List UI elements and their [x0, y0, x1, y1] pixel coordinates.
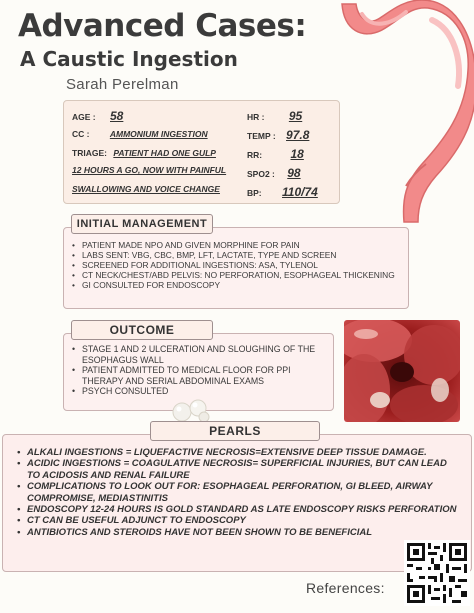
- age-value: 58: [110, 109, 124, 123]
- list-item: • ACIDIC INGESTIONS = COAGULATIVE NECROSIS= SUPERFICIAL INJURIES, BUT CAN LEAD TO ACIDOSIS AND RENAL FAILURE: [17, 458, 461, 481]
- pearls-panel: [2, 434, 472, 572]
- spo2-value: 98: [287, 166, 301, 180]
- list-item: • SCREENED FOR ADDITIONAL INGESTIONS: ASA, TYLENOL: [72, 260, 400, 270]
- pearls-heading: PEARLS: [150, 421, 320, 441]
- temp-value: 97.8: [286, 128, 310, 142]
- list-item: • LABS SENT: VBG, CBC, BMP, LFT, LACTATE, TYPE AND SCREEN: [72, 250, 400, 260]
- list-item: • CT CAN BE USEFUL ADJUNCT TO ENDOSCOPY: [17, 515, 461, 526]
- references-label: References:: [306, 580, 385, 596]
- hr-label: HR :: [247, 112, 265, 122]
- outcome-heading: OUTCOME: [71, 320, 213, 340]
- cc-label: CC :: [72, 129, 90, 139]
- bp-value: 110/74: [282, 185, 318, 199]
- stomach-illustration: [322, 0, 474, 228]
- hr-value: 95: [288, 109, 303, 123]
- page-subtitle: A Caustic Ingestion: [20, 47, 238, 71]
- rr-label: RR:: [247, 150, 263, 160]
- qr-code[interactable]: [404, 540, 470, 606]
- list-item: • ANTIBIOTICS AND STEROIDS HAVE NOT BEEN SHOWN TO BE BENEFICIAL: [17, 527, 461, 538]
- triage-line-2: 12 HOURS A GO, NOW WITH PAINFUL: [72, 165, 227, 175]
- triage-label: TRIAGE:: [72, 148, 107, 158]
- endoscopy-photo: [344, 320, 460, 422]
- pearls-decoration: [170, 399, 214, 423]
- temp-label: TEMP :: [247, 131, 276, 141]
- cc-value: AMMONIUM INGESTION: [109, 129, 208, 139]
- initial-management-list: [72, 240, 400, 290]
- outcome-list: [72, 344, 325, 397]
- vitals-panel: [63, 100, 340, 204]
- age-label: AGE :: [72, 112, 96, 122]
- triage-value: PATIENT HAD ONE GULP: [113, 148, 216, 158]
- author-name: Sarah Perelman: [66, 76, 179, 93]
- page-title: Advanced Cases:: [18, 8, 307, 44]
- list-item: • ALKALI INGESTIONS = LIQUEFACTIVE NECROSIS=EXTENSIVE DEEP TISSUE DAMAGE.: [17, 447, 461, 458]
- rr-value: 18: [290, 147, 304, 161]
- initial-management-heading: INITIAL MANAGEMENT: [71, 214, 213, 234]
- list-item: • PATIENT ADMITTED TO MEDICAL FLOOR FOR PPI THERAPY AND SERIAL ABDOMINAL EXAMS: [72, 365, 325, 386]
- bp-label: BP:: [247, 188, 262, 198]
- list-item: • COMPLICATIONS TO LOOK OUT FOR: ESOPHAGEAL PERFORATION, GI BLEED, AIRWAY COMPROMISE, MEDIASTINITIS: [17, 481, 461, 504]
- triage-line-3: SWALLOWING AND VOICE CHANGE: [72, 184, 220, 194]
- spo2-label: SPO2 :: [247, 169, 275, 179]
- list-item: • ENDOSCOPY 12-24 HOURS IS GOLD STANDARD AS LATE ENDOSCOPY RISKS PERFORATION: [17, 504, 461, 515]
- list-item: • PATIENT MADE NPO AND GIVEN MORPHINE FOR PAIN: [72, 240, 400, 250]
- list-item: • CT NECK/CHEST/ABD PELVIS: NO PERFORATION, ESOPHAGEAL THICKENING: [72, 270, 400, 280]
- list-item: • STAGE 1 AND 2 ULCERATION AND SLOUGHING OF THE ESOPHAGUS WALL: [72, 344, 325, 365]
- list-item: • PSYCH CONSULTED: [72, 386, 325, 397]
- pearls-list: [17, 447, 461, 538]
- list-item: • GI CONSULTED FOR ENDOSCOPY: [72, 280, 400, 290]
- initial-management-panel: [63, 227, 409, 309]
- endoscopy-photo-image: [344, 320, 460, 422]
